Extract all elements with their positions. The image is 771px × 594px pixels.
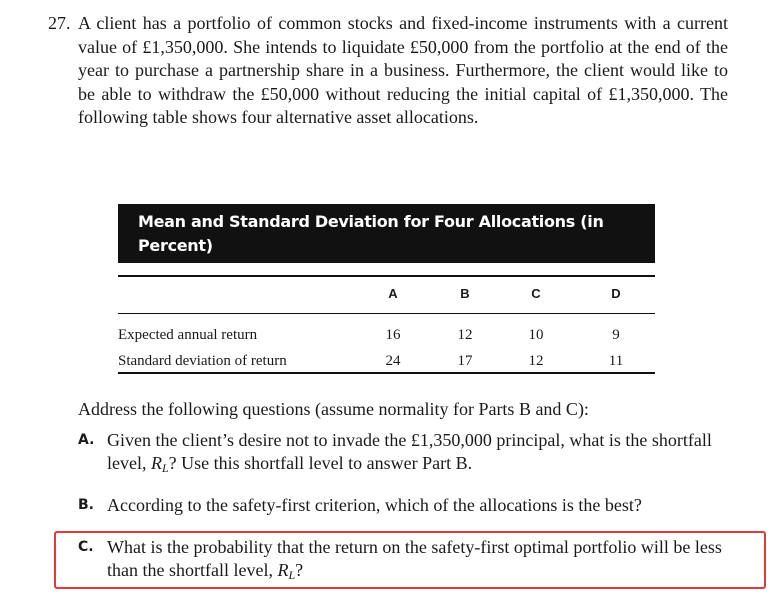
table-body (118, 314, 655, 372)
question-a-text-after: ? Use this shortfall level to answer Part B. (168, 453, 473, 473)
table-cell: 12 (528, 353, 544, 369)
table-cell: 10 (528, 327, 544, 343)
column-header-b: B (460, 286, 470, 301)
column-header-c: C (531, 286, 541, 301)
allocation-table (118, 204, 655, 374)
row-label-standard-deviation: Standard deviation of return (118, 353, 287, 369)
question-label-c: C. (78, 539, 94, 555)
question-text-c (107, 536, 728, 587)
subscript-l: L (288, 568, 296, 582)
question-label-a: A. (78, 432, 95, 448)
column-header-a: A (388, 286, 398, 301)
table-cell: 24 (385, 353, 401, 369)
question-text-b: According to the safety-first criterion, which of the allocations is the best? (107, 495, 642, 515)
table-cell: 9 (612, 327, 620, 343)
question-c (78, 536, 728, 587)
problem-27 (48, 12, 728, 130)
question-label-b: B. (78, 497, 94, 513)
problem-number: 27. (48, 13, 71, 33)
column-header-d: D (611, 286, 621, 301)
row-label-expected-return: Expected annual return (118, 327, 258, 343)
problem-text: A client has a portfolio of common stocks and fixed-income instruments with a current value of £1,350,000. She intends to liquidate £50,000 from the portfolio at the end of the year to purchase a partnership share in a business. Furthermore, the client would like to be able to withdraw the £50,000 without reducing the initial capital of £1,350,000. The following table shows four alternative asset allocations. (78, 13, 728, 127)
question-c-text-after: ? (295, 560, 304, 580)
question-b (78, 494, 728, 517)
table-cell: 16 (385, 327, 401, 343)
table-cell: 12 (457, 327, 473, 343)
table-title: Mean and Standard Deviation for Four Allocations (in Percent) (118, 204, 655, 263)
question-c-text-before: What is the probability that the return on the safety-first optimal portfolio will be less than the shortfall level, (107, 537, 722, 580)
question-text-a (107, 429, 728, 480)
variable-r: R (150, 453, 162, 473)
table-bottom-rule (118, 372, 655, 374)
table-cell: 17 (457, 353, 473, 369)
question-a (78, 429, 728, 480)
question-a-text-before: Given the client’s desire not to invade the £1,350,000 principal, what is the shortfall level, (107, 430, 712, 473)
subscript-l: L (161, 461, 169, 475)
table-cell: 11 (608, 353, 624, 369)
table-header-row (118, 277, 655, 313)
variable-r: R (277, 560, 289, 580)
instructions: Address the following questions (assume normality for Parts B and C): (78, 399, 589, 419)
